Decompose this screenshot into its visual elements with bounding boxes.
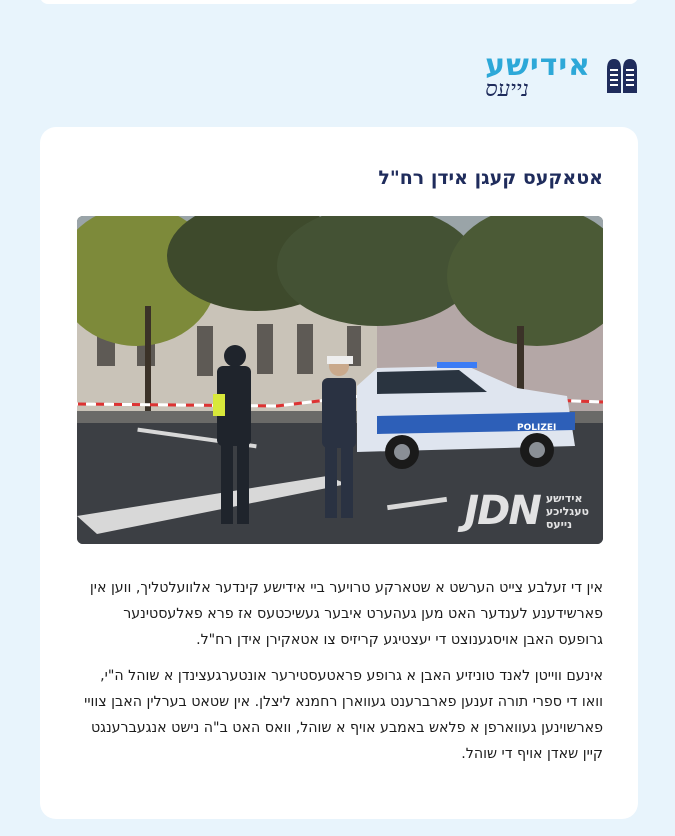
- article-card: [40, 127, 638, 819]
- logo-sub-text: נייעס: [485, 77, 529, 102]
- site-logo[interactable]: [485, 48, 639, 104]
- watermark-line: טעגליכע: [545, 504, 589, 518]
- watermark-line: נייעס: [545, 517, 573, 531]
- jdn-watermark: [464, 488, 589, 534]
- article-paragraph-2: אינעם ווייטן לאנד טוניזיע האבן א גרופע פראטעסטירער אונטערגעצינדן א שוהל ה"י, וואו די ספרי תורה זענען פארברענט געווארן רחמנא ליצלן. אין שטאט בערלין האבן צוויי פארשוינען געווארפן א פלאש באמבע אויף א שוהל, וואס האט ב"ה נישט אנגעברענגט קיין שאדן אויף די שוהל.: [84, 668, 603, 762]
- watermark-text: [546, 492, 589, 531]
- article-paragraph-1: אין די זעלבע צייט הערשט א שטארקע טרויער ביי אידישע קינדער אלוועלטליך, ווען אין פארשידענע לענדער האט מען געהערט איבער געשיכטעס אז פרא פאלעסטינער גרופעס האבן אויסגענוצט די יעצטיגע קריזיס צו אטאקירן אידן רח"ל.: [89, 580, 603, 648]
- car-label: POLIZEI: [517, 423, 557, 433]
- watermark-line: אידישע: [545, 491, 583, 505]
- logo-main-text: אידישע: [485, 48, 591, 83]
- logo-text: [485, 48, 591, 102]
- previous-card: [40, 0, 638, 4]
- article-title[interactable]: אטאקעס קעגן אידן רח"ל: [378, 167, 603, 189]
- tablets-icon: [605, 57, 639, 95]
- article-photo[interactable]: [77, 216, 603, 544]
- watermark-logo: JDN: [464, 488, 540, 534]
